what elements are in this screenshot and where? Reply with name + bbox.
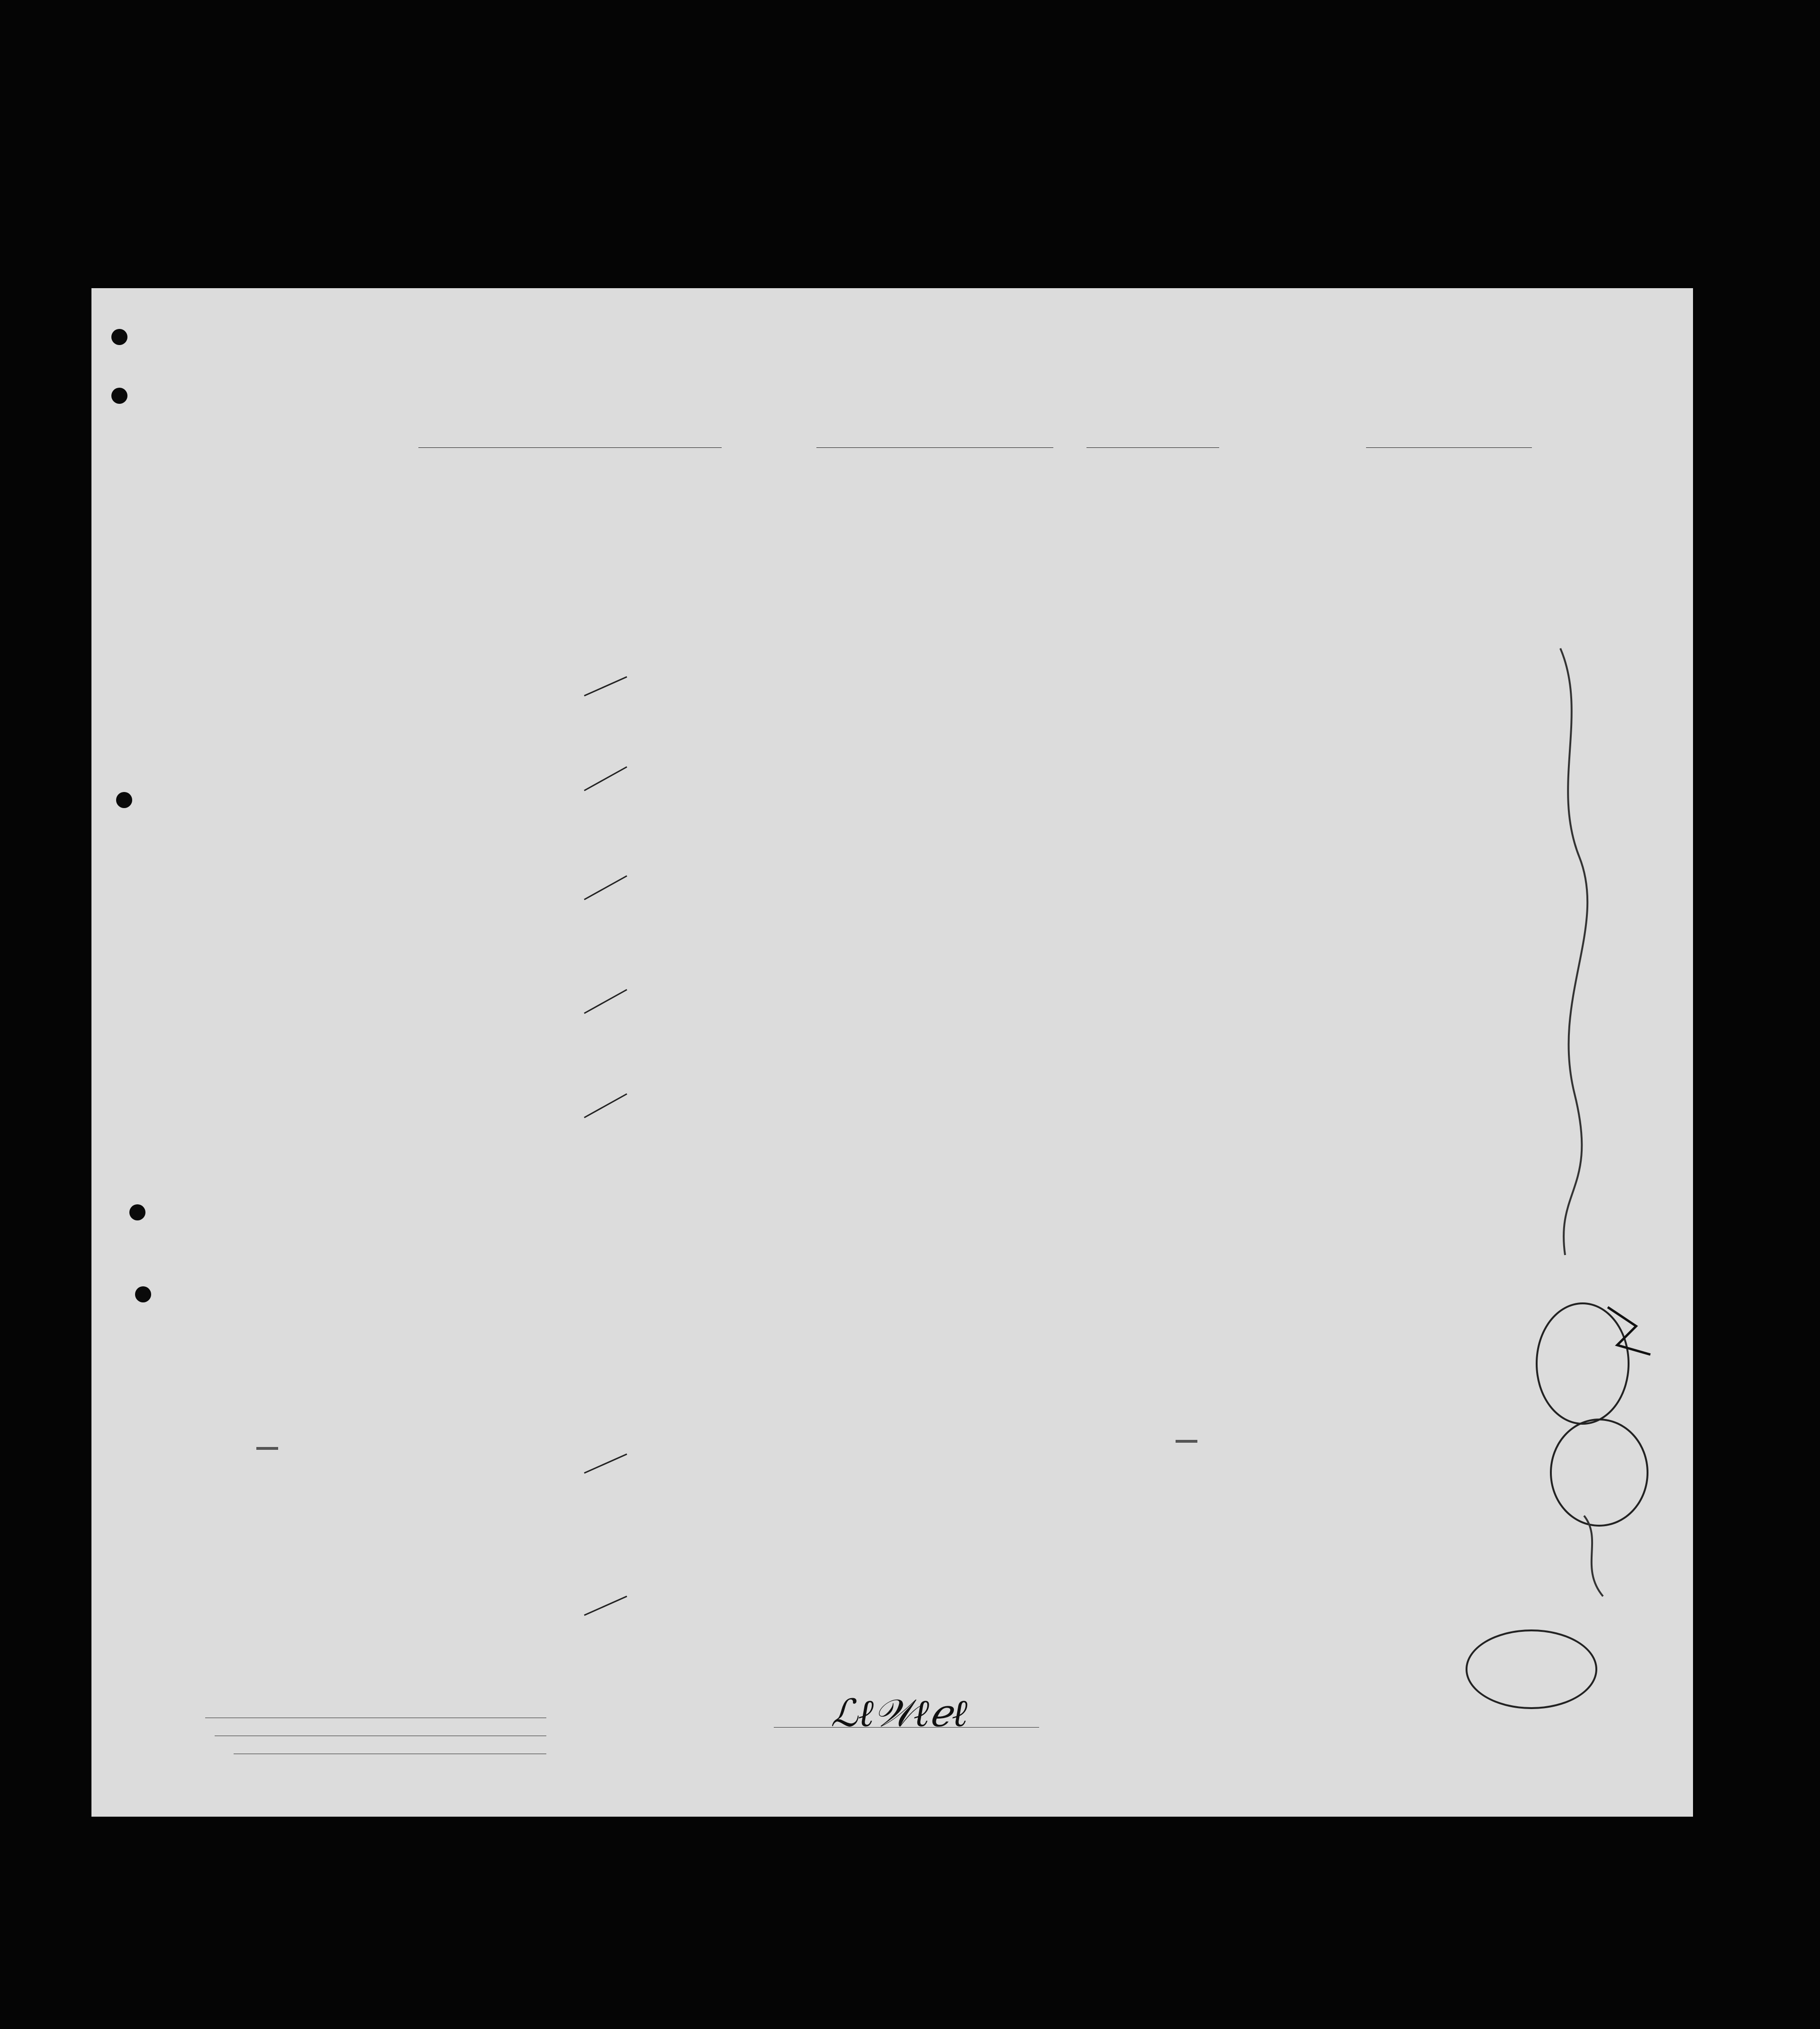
tick-mark: [584, 767, 627, 791]
tick-mark: [584, 677, 627, 696]
tick-mark: [584, 1454, 627, 1473]
inspector-signature: ℒℓ𝒲ℓℯℓ: [831, 1691, 968, 1735]
tick-mark: [584, 1094, 627, 1118]
remarks-ditto-line: [1584, 1516, 1603, 1596]
remarks-ditto-line: [1560, 648, 1587, 1255]
tick-mark: [584, 1596, 627, 1615]
inspector-initials: [1608, 1307, 1650, 1355]
pen-marks: [91, 288, 1693, 1817]
tick-mark: [584, 990, 627, 1013]
tick-marks: [584, 677, 627, 1615]
manifest-sheet: [91, 288, 1693, 1817]
tick-mark: [584, 876, 627, 900]
